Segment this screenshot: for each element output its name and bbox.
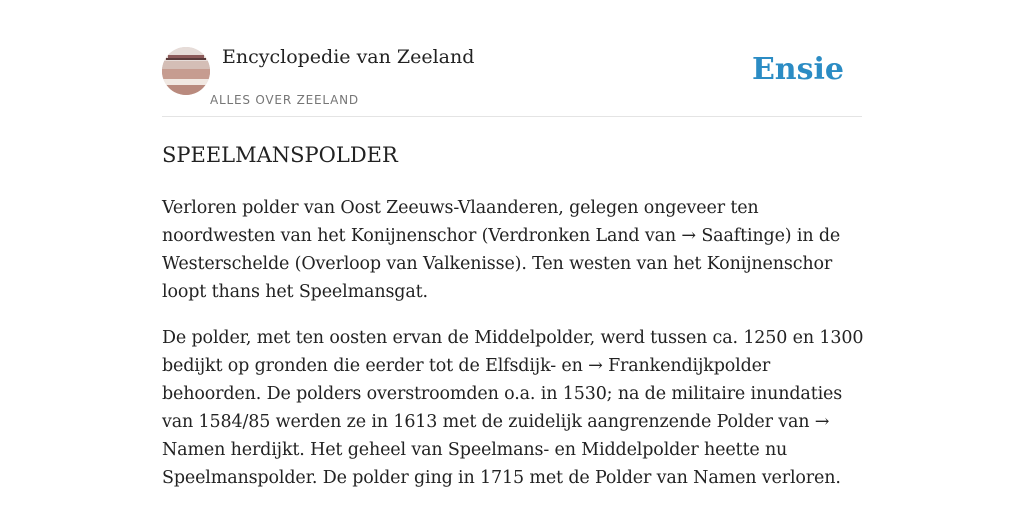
paragraph-1-text-1: Verloren polder van Oost Zeeuws-Vlaanderen, gelegen ongeveer ten noordwesten van het Konijnenschor (Verdronken Land van — [162, 198, 759, 246]
paragraph-2-text-3: herdijkt. Het geheel van Speelmans- en Middelpolder heette nu Speelmanspolder. De polder ging in 1715 met de Polder van Namen verloren. — [162, 440, 841, 488]
site-title[interactable]: Encyclopedie van Zeeland — [222, 46, 475, 68]
entry-title: SPEELMANSPOLDER — [162, 143, 398, 167]
entry-content — [162, 140, 867, 510]
paragraph-2 — [162, 324, 867, 492]
site-header — [162, 44, 862, 117]
ensie-logo[interactable]: Ensie — [751, 52, 844, 87]
link-saaftinge[interactable]: → Saaftinge — [681, 226, 785, 246]
site-subtitle: ALLES OVER ZEELAND — [210, 93, 359, 107]
book-stack-image — [162, 47, 210, 95]
paragraph-2-text-1: De polder, met ten oosten ervan de Middelpolder, werd tussen ca. 1250 en 1300 bedijkt op gronden die eerder tot de Elfsdijk- en — [162, 328, 864, 376]
paragraph-1 — [162, 194, 867, 306]
paragraph-1-text-2: ) in de Westerschelde (Overloop van Valkenisse). Ten westen van het Konijnenschor loopt thans het Speelmansgat. — [162, 226, 841, 302]
link-frankendijkpolder[interactable]: → Frankendijkpolder — [588, 356, 771, 376]
encyclopedia-avatar[interactable] — [162, 47, 210, 95]
paragraph-2-text-2: behoorden. De polders overstroomden o.a. in 1530; na de militaire inundaties van 1584/85 werden ze in 1613 met de zuidelijk aangrenzende Polder van — [162, 384, 843, 432]
link-namen[interactable]: → Namen — [162, 412, 830, 460]
